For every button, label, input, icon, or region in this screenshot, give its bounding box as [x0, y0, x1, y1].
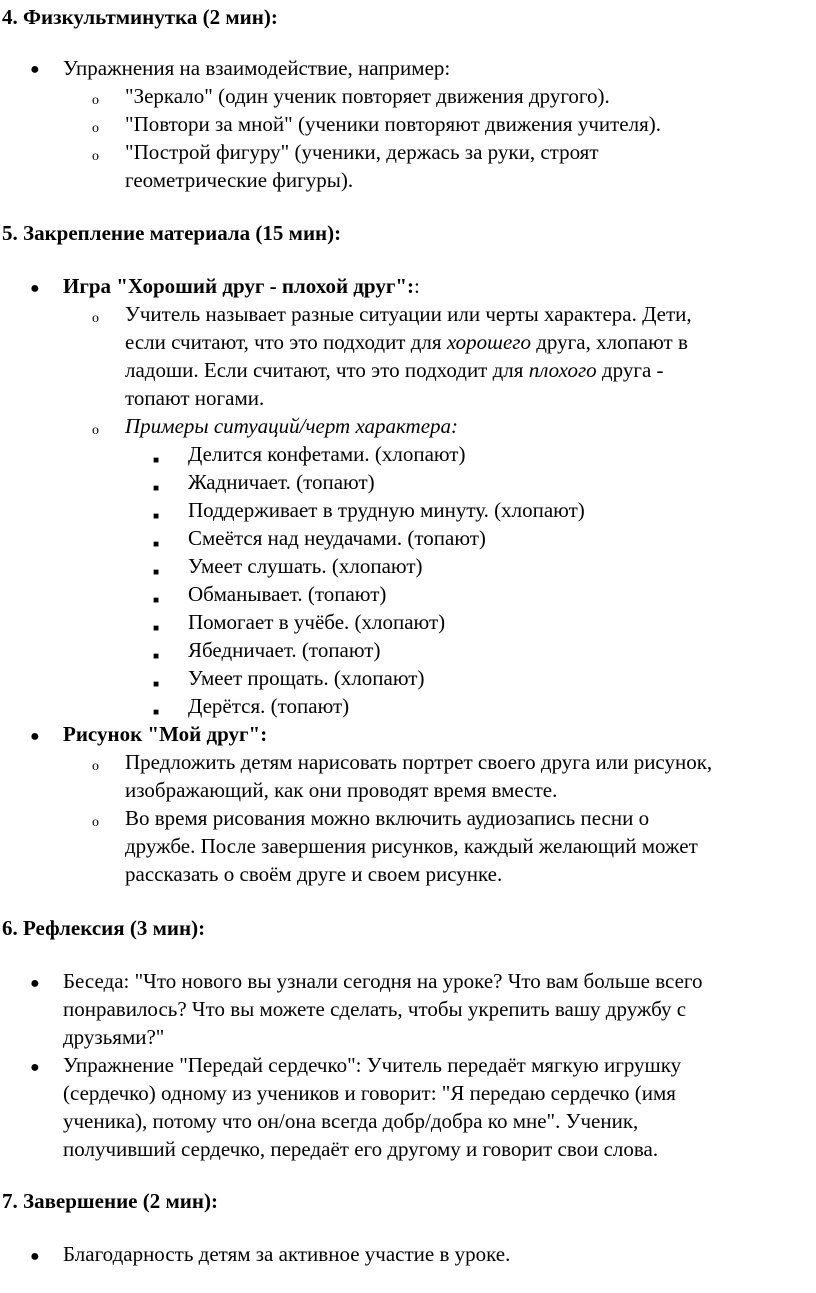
sub-list-item: Предложить детям нарисовать портрет своего друга или рисунок, — [125, 750, 713, 774]
list-item-drawing — [63, 720, 813, 748]
bullet-square-icon: ■ — [153, 651, 160, 662]
italic-text: Примеры ситуаций/черт характера: — [125, 414, 459, 438]
example-item: Поддерживает в трудную минуту. (хлопают) — [188, 498, 585, 522]
examples-title — [125, 412, 815, 440]
example-item: Дерётся. (топают) — [188, 694, 350, 718]
sub-list-item-cont — [125, 356, 815, 384]
drawing-title: Рисунок "Мой друг": — [63, 722, 268, 746]
section-6-heading: 6. Рефлексия (3 мин): — [2, 916, 206, 940]
list-item-cont: понравилось? Что вы можете сделать, чтобы укрепить вашу дружбу с — [63, 997, 687, 1021]
bullet-circle-icon: o — [92, 759, 99, 774]
sub-list-item-cont — [125, 328, 815, 356]
bullet-square-icon: ■ — [153, 455, 160, 466]
game-title: Игра "Хороший друг - плохой друг": — [63, 274, 415, 298]
bullet-square-icon: ■ — [153, 483, 160, 494]
sub-list-item-cont: топают ногами. — [125, 386, 265, 410]
italic-text: плохого — [528, 358, 597, 382]
game-colon: : — [414, 274, 420, 298]
bullet-circle-icon: o — [92, 149, 99, 164]
bullet-disc-icon: ● — [30, 61, 40, 78]
sub-list-item-cont: рассказать о своём друге и своем рисунке. — [125, 862, 503, 886]
sub-list-item: "Зеркало" (один ученик повторяет движения другого). — [125, 84, 610, 108]
sub-list-item-cont: дружбе. После завершения рисунков, каждый желающий может — [125, 834, 698, 858]
list-item-cont: друзьями?" — [63, 1025, 165, 1049]
bullet-square-icon: ■ — [153, 679, 160, 690]
bullet-square-icon: ■ — [153, 567, 160, 578]
bullet-circle-icon: o — [92, 423, 99, 438]
sub-list-item: Во время рисования можно включить аудиозапись песни о — [125, 806, 650, 830]
example-item: Помогает в учёбе. (хлопают) — [188, 610, 446, 634]
sub-list-item-cont: изображающий, как они проводят время вместе. — [125, 778, 558, 802]
bullet-circle-icon: o — [92, 311, 99, 326]
section-5-heading: 5. Закрепление материала (15 мин): — [2, 221, 342, 245]
section-4-heading: 4. Физкультминутка (2 мин): — [2, 5, 278, 29]
example-item: Ябедничает. (топают) — [188, 638, 381, 662]
bullet-disc-icon: ● — [30, 280, 40, 297]
sub-list-item: "Построй фигуру" (ученики, держась за руки, строят — [125, 140, 599, 164]
bullet-square-icon: ■ — [153, 511, 160, 522]
text-span: друга - — [596, 358, 664, 382]
bullet-square-icon: ■ — [153, 707, 160, 718]
bullet-square-icon: ■ — [153, 595, 160, 606]
italic-text: хорошего — [446, 330, 531, 354]
list-item: Беседа: "Что нового вы узнали сегодня на уроке? Что вам больше всего — [63, 969, 703, 993]
list-item-cont: ученика), потому что он/она всегда добр/добра ко мне". Ученик, — [63, 1109, 639, 1133]
example-item: Жадничает. (топают) — [188, 470, 375, 494]
bullet-square-icon: ■ — [153, 539, 160, 550]
list-item: Упражнение "Передай сердечко": Учитель передаёт мягкую игрушку — [63, 1053, 682, 1077]
example-item: Умеет прощать. (хлопают) — [188, 666, 425, 690]
bullet-disc-icon: ● — [30, 1059, 40, 1076]
list-item: Благодарность детям за активное участие в уроке. — [63, 1242, 511, 1266]
bullet-circle-icon: o — [92, 121, 99, 136]
bullet-disc-icon: ● — [30, 975, 40, 992]
bullet-square-icon: ■ — [153, 623, 160, 634]
section-7-heading: 7. Завершение (2 мин): — [2, 1189, 218, 1213]
example-item: Смеётся над неудачами. (топают) — [188, 526, 486, 550]
text-span: ладоши. Если считают, что это подходит для — [125, 358, 529, 382]
list-item-cont: (сердечко) одному из учеников и говорит: "Я передаю сердечко (имя — [63, 1081, 676, 1105]
example-item: Обманывает. (топают) — [188, 582, 387, 606]
example-item: Умеет слушать. (хлопают) — [188, 554, 423, 578]
list-item-game — [63, 272, 813, 300]
list-item: Упражнения на взаимодействие, например: — [63, 56, 451, 80]
bullet-circle-icon: o — [92, 815, 99, 830]
sub-list-item: Учитель называет разные ситуации или черты характера. Дети, — [125, 302, 692, 326]
text-span: если считают, что это подходит для — [125, 330, 447, 354]
bullet-disc-icon: ● — [30, 728, 40, 745]
sub-list-item-cont: геометрические фигуры). — [125, 168, 354, 192]
example-item: Делится конфетами. (хлопают) — [188, 442, 466, 466]
bullet-circle-icon: o — [92, 93, 99, 108]
bullet-disc-icon: ● — [30, 1248, 40, 1265]
text-span: друга, хлопают в — [530, 330, 688, 354]
list-item-cont: получивший сердечко, передаёт его другому и говорит свои слова. — [63, 1137, 659, 1161]
sub-list-item: "Повтори за мной" (ученики повторяют движения учителя). — [125, 112, 662, 136]
